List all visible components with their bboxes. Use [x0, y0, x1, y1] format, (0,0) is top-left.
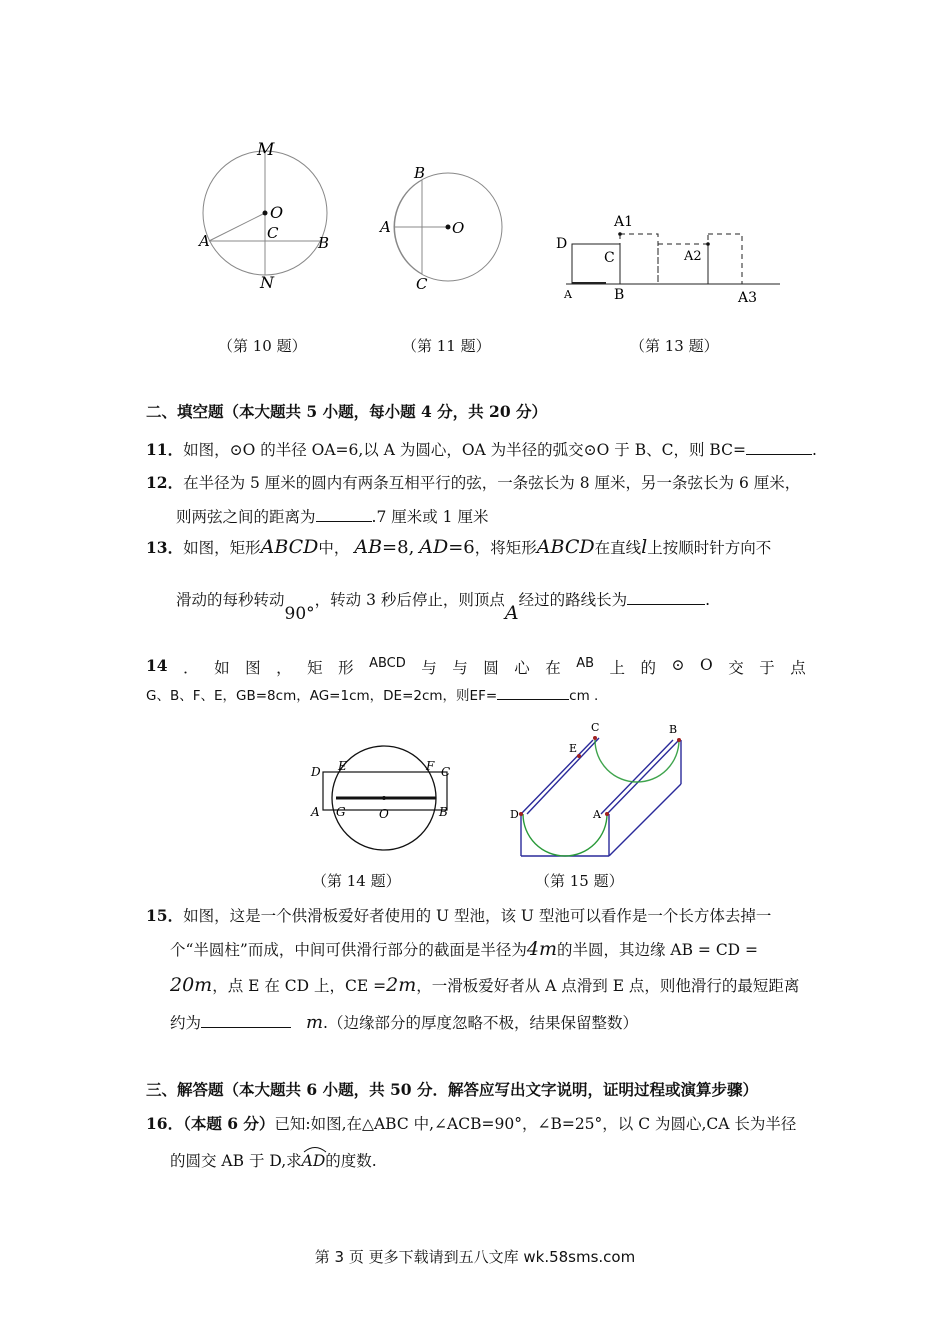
- q16-line2b: 的度数.: [325, 1152, 377, 1170]
- question-15-line3: [170, 974, 799, 996]
- q15-unit: m: [305, 1012, 324, 1033]
- q14-word: 点: [790, 659, 806, 677]
- q12-line2b: .7 厘米或 1 厘米: [371, 508, 489, 526]
- question-11: [146, 438, 817, 460]
- q13-text: =6: [448, 537, 475, 558]
- fig13-caption: （第 13 题）: [630, 337, 719, 355]
- fig11-label: O: [452, 219, 465, 237]
- fig10-label: B: [318, 234, 330, 252]
- question-15-line4: [170, 1011, 638, 1033]
- figure-11: [372, 160, 512, 300]
- q14-number: 14: [146, 656, 168, 675]
- fig14-label: E: [338, 759, 347, 773]
- q14-word: 心: [514, 659, 530, 677]
- q14-line2b: cm .: [569, 688, 599, 704]
- q11-answer-blank[interactable]: [746, 440, 812, 455]
- q13-text: 上按顺时针方向不: [647, 539, 772, 557]
- q15-text: 的半圆，其边缘 AB = CD =: [556, 941, 759, 959]
- q13-text: ，转动 3 秒后停止，则顶点: [314, 591, 505, 609]
- q15-math: 4m: [526, 938, 557, 960]
- q16-line2a: 的圆交 AB 于 D,求: [170, 1152, 302, 1170]
- q14-word: 与: [421, 659, 437, 677]
- fig13-label: A: [564, 288, 572, 301]
- fig10-label: O: [270, 203, 284, 222]
- fig10-caption: （第 10 题）: [218, 337, 307, 355]
- fig14-label: G: [336, 805, 346, 819]
- q13-text: 如图，矩形: [183, 539, 261, 557]
- q13-end: .: [705, 591, 711, 609]
- fig15-label: B: [669, 723, 678, 736]
- question-15-line2: [170, 938, 758, 960]
- question-14: [146, 656, 806, 678]
- q12-line2a: 则两弦之间的距离为: [176, 508, 316, 526]
- section-3-title: 三、解答题（本大题共 6 小题，共 50 分．解答应写出文字说明，证明过程或演算步骤）: [146, 1080, 758, 1099]
- q13-math: ABCD: [536, 536, 595, 558]
- q14-word: 的: [640, 659, 657, 677]
- q13-text: 滑动的每秒转动: [176, 591, 285, 609]
- q14-word: 矩: [307, 659, 323, 677]
- q15-number: 15．: [146, 906, 184, 925]
- q16-arc-label: AD: [301, 1152, 326, 1170]
- q13-text: 经过的路线长为: [518, 591, 628, 609]
- question-13: [146, 536, 771, 558]
- fig14-label: A: [311, 805, 320, 819]
- fig14-caption: （第 14 题）: [312, 872, 401, 890]
- q13-text: ，将矩形: [474, 539, 537, 557]
- q15-line1: 如图，这是一个供滑板爱好者使用的 U 型池，该 U 型池可以看作是一个长方体去掉一: [183, 907, 772, 925]
- q11-text: 如图，⊙O 的半径 OA=6,以 A 为圆心，OA 为半径的弧交⊙O 于 B、C，则 BC=: [183, 441, 746, 459]
- fig14-label: F: [426, 759, 435, 773]
- q15-text: 个“半圆柱”而成，中间可供滑行部分的截面是半径为: [170, 941, 527, 959]
- q13-text: 中，: [318, 539, 350, 557]
- q13-text: 在直线: [594, 539, 642, 557]
- q14-word: O: [700, 656, 713, 674]
- q14-word: AB: [576, 656, 595, 671]
- q14-word: 与: [452, 659, 468, 677]
- q12-answer-blank[interactable]: [316, 507, 372, 522]
- q15-math: 2m: [386, 974, 417, 996]
- fig13-label: D: [556, 236, 568, 252]
- q15-math: 20m: [170, 974, 213, 996]
- q14-word: ⊙: [671, 656, 685, 674]
- fig11-label: B: [414, 164, 426, 182]
- question-12-line2: [176, 505, 488, 527]
- q15-text: ，一滑板爱好者从 A 点滑到 E 点，则他滑行的最短距离: [416, 977, 800, 995]
- fig14-label: C: [441, 765, 451, 779]
- figure-14: [308, 738, 458, 858]
- q14-word: 在: [545, 659, 561, 677]
- fig13-label: A3: [738, 290, 758, 306]
- fig11-label: A: [380, 218, 391, 236]
- figure-13: [552, 208, 792, 313]
- fig10-label: A: [199, 232, 210, 250]
- q14-line2a: G、B、F、E，GB=8cm，AG=1cm，DE=2cm，则EF=: [146, 688, 498, 704]
- question-13-line2: [176, 588, 711, 624]
- question-16-line2: [170, 1148, 377, 1171]
- q12-number: 12．: [146, 473, 184, 492]
- q13-math: AD: [419, 536, 449, 558]
- fig15-label: E: [569, 742, 578, 755]
- q13-math: l: [641, 536, 648, 558]
- q15-text: ，点 E 在 CD 上，CE =: [212, 977, 387, 995]
- q15-answer-blank[interactable]: [201, 1013, 291, 1028]
- arc-icon: [302, 1145, 328, 1153]
- fig10-label: C: [267, 224, 279, 242]
- q13-vertex: A: [504, 602, 519, 624]
- fig13-label: A2: [684, 249, 702, 264]
- fig15-label: A: [593, 808, 601, 821]
- q14-word: 交: [728, 659, 744, 677]
- question-16: [146, 1112, 796, 1134]
- page-footer: 第 3 页 更多下载请到五八文库 wk.58sms.com: [314, 1248, 636, 1266]
- fig14-label: D: [311, 765, 321, 779]
- q14-word: ．: [183, 659, 199, 677]
- q15-text: 约为: [170, 1014, 202, 1032]
- fig14-label: B: [439, 805, 448, 819]
- q13-text: =8,: [382, 537, 415, 558]
- fig15-label: C: [591, 721, 600, 734]
- question-14-line2: [146, 684, 598, 704]
- q14-word: ABCD: [369, 656, 406, 671]
- fig11-label: C: [416, 275, 428, 293]
- q14-word: 上: [609, 659, 626, 677]
- fig15-caption: （第 15 题）: [535, 872, 624, 890]
- q13-degree: 90°: [284, 604, 315, 624]
- q14-answer-blank[interactable]: [497, 685, 569, 700]
- fig13-label: C: [604, 250, 615, 266]
- q14-word: 于: [759, 659, 775, 677]
- q15-text: .（边缘部分的厚度忽略不极，结果保留整数）: [323, 1014, 638, 1032]
- question-15: [146, 904, 771, 926]
- q16-line1: 已知:如图,在△ABC 中,∠ACB=90°，∠B=25°，以 C 为圆心,CA 长为半径: [274, 1115, 797, 1133]
- figure-15: [505, 716, 695, 861]
- fig10-label: M: [257, 140, 275, 160]
- question-12: [146, 471, 800, 493]
- q13-number: 13．: [146, 538, 184, 557]
- q16-number: 16．: [146, 1114, 184, 1133]
- q12-line1: 在半径为 5 厘米的圆内有两条互相平行的弦，一条弦长为 8 厘米，另一条弦长为 6 厘米，: [183, 474, 801, 492]
- q14-word: 圆: [483, 659, 499, 677]
- q16-arc-ad: [302, 1148, 326, 1170]
- q13-math: ABCD: [260, 536, 319, 558]
- q14-word: 如: [214, 659, 230, 677]
- section-2-title: 二、填空题（本大题共 5 小题，每小题 4 分，共 20 分）: [146, 402, 548, 421]
- q11-number: 11．: [146, 440, 184, 459]
- q16-tag: （本题 6 分）: [183, 1114, 275, 1133]
- q14-word: ，: [276, 659, 292, 677]
- q14-word: 图: [245, 659, 261, 677]
- fig13-label: A1: [614, 214, 634, 230]
- figure-10: [195, 138, 345, 298]
- q14-word: 形: [338, 659, 354, 677]
- fig15-label: D: [510, 808, 519, 821]
- q11-end: .: [811, 441, 817, 459]
- fig14-label: O: [379, 807, 389, 821]
- fig13-label: B: [614, 287, 625, 303]
- fig10-label: N: [260, 273, 274, 292]
- q13-math: AB: [354, 536, 383, 558]
- fig11-caption: （第 11 题）: [402, 337, 491, 355]
- q13-answer-blank[interactable]: [627, 590, 705, 605]
